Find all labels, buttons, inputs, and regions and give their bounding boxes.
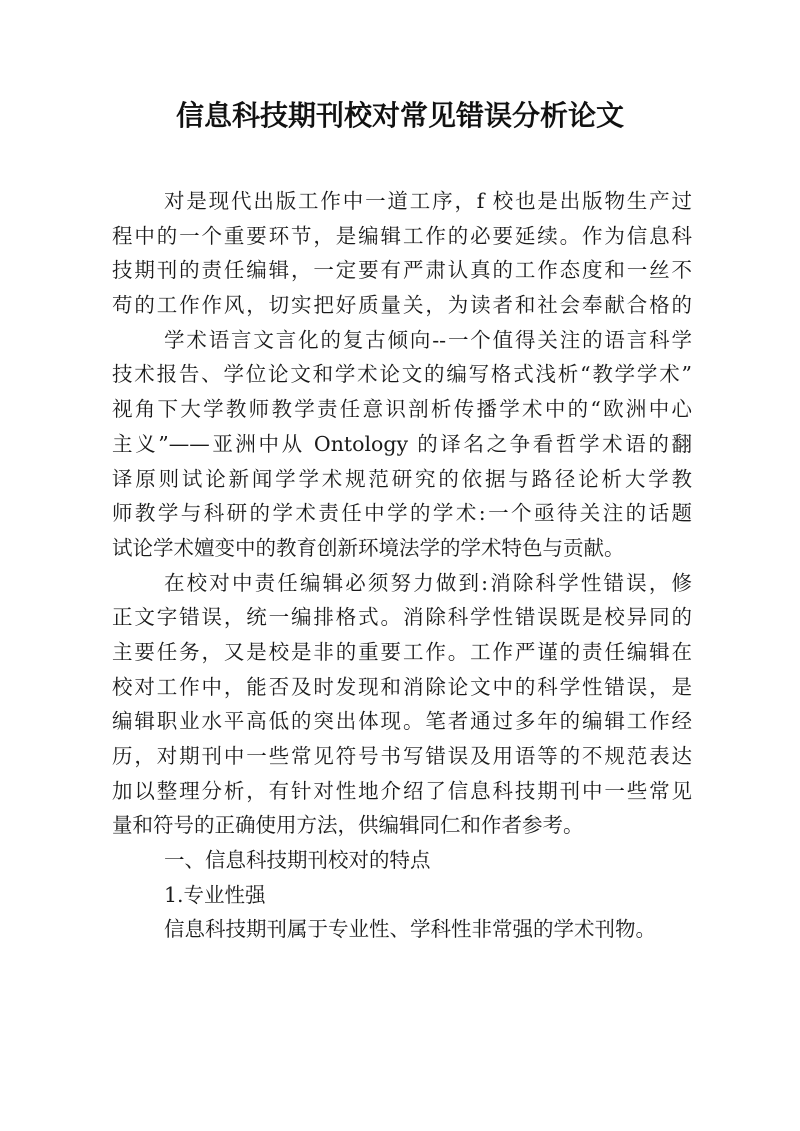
document-body <box>112 184 692 947</box>
paragraph-line: 信息科技期刊属于专业性、学科性非常强的学术刊物。 <box>164 917 656 942</box>
paragraph-line: 师教学与科研的学术责任中学的学术:一个亟待关注的话题 <box>112 501 692 526</box>
paragraph-line: 在校对中责任编辑必须努力做到:消除科学性错误，修 <box>164 570 692 595</box>
paragraph-line: 试论学术嬗变中的教育创新环境法学的学术特色与贡献。 <box>112 535 625 560</box>
paragraph-line: 正文字错误，统一编排格式。消除科学性错误既是校异同的 <box>112 605 692 630</box>
subsection-heading: 1.专业性强 <box>164 882 266 907</box>
paragraph-line: 主义”——亚洲中从 Ontology 的译名之争看哲学术语的翻 <box>112 431 692 456</box>
paragraph-line: 量和符号的正确使用方法，供编辑同仁和作者参考。 <box>112 813 584 838</box>
paragraph-line: 编辑职业水平高低的突出体现。笔者通过多年的编辑工作经 <box>112 709 692 734</box>
paragraph-line: 技期刊的责任编辑，一定要有严肃认真的工作态度和一丝不 <box>112 258 692 283</box>
paragraph-line: 译原则试论新闻学学术规范研究的依据与路径论析大学教 <box>112 466 692 491</box>
paragraph-line: 技术报告、学位论文和学术论文的编写格式浅析“教学学术” <box>112 362 692 387</box>
paragraph-line: 历，对期刊中一些常见符号书写错误及用语等的不规范表达 <box>112 744 692 768</box>
paragraph-line: 学术语言文言化的复古倾向--一个值得关注的语言科学 <box>164 327 692 352</box>
paragraph-line: 校对工作中，能否及时发现和消除论文中的科学性错误，是 <box>112 674 692 699</box>
paragraph-line: 苟的工作作风，切实把好质量关，为读者和社会奉献合格的 <box>112 293 692 318</box>
section-heading: 一、信息科技期刊校对的特点 <box>164 848 431 873</box>
paragraph-line: 程中的一个重要环节，是编辑工作的必要延续。作为信息科 <box>112 223 692 248</box>
paragraph-line: 加以整理分析，有针对性地介绍了信息科技期刊中一些常见 <box>112 778 692 803</box>
paragraph-line: 视角下大学教师教学责任意识剖析传播学术中的“欧洲中心 <box>112 397 692 422</box>
paragraph-line: 对是现代出版工作中一道工序，f 校也是出版物生产过 <box>164 189 692 213</box>
paragraph-line: 主要任务，又是校是非的重要工作。工作严谨的责任编辑在 <box>112 639 692 664</box>
document-title: 信息科技期刊校对常见错误分析论文 <box>175 99 624 132</box>
